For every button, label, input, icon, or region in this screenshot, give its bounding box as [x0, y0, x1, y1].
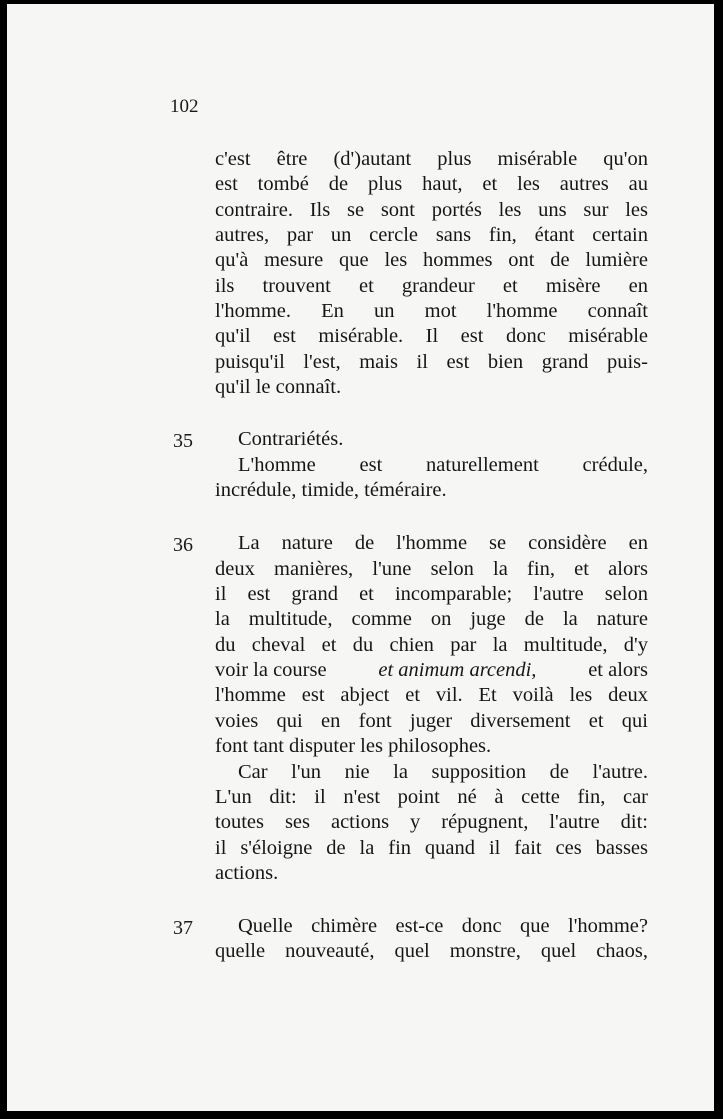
fragment-number-35: 35 — [173, 430, 193, 452]
text-line: la multitude, comme on juge de la nature — [215, 608, 648, 630]
text-line: deux manières, l'une selon la fin, et alors — [215, 558, 648, 580]
text-line: du cheval et du chien par la multitude, d'y — [215, 634, 648, 656]
text-line: incrédule, timide, téméraire. — [215, 479, 447, 501]
text-line: l'homme est abject et vil. Et voilà les deux — [215, 684, 648, 706]
text-line: il est grand et incomparable; l'autre selon — [215, 583, 648, 605]
fragment-number-36: 36 — [173, 534, 193, 556]
text-line: il s'éloigne de la fin quand il fait ces basses — [215, 837, 648, 859]
text-line: voies qui en font juger diversement et qui — [215, 710, 648, 732]
text-line: autres, par un cercle sans fin, étant certain — [215, 224, 648, 246]
text-line: L'homme est naturellement crédule, — [238, 454, 648, 476]
page-number: 102 — [170, 96, 199, 117]
text-line: contraire. Ils se sont portés les uns sur les — [215, 199, 648, 221]
text-line: Car l'un nie la supposition de l'autre. — [238, 761, 648, 783]
text-line: quelle nouveauté, quel monstre, quel chaos, — [215, 940, 648, 962]
text-line: qu'il est misérable. Il est donc misérable — [215, 325, 648, 347]
text-line: actions. — [215, 862, 279, 884]
text-line: ils trouvent et grandeur et misère en — [215, 275, 648, 297]
text-segment: voir la course — [215, 659, 327, 681]
text-line: toutes ses actions y répugnent, l'autre dit: — [215, 811, 648, 833]
fragment-number-37: 37 — [173, 917, 193, 939]
text-line: Quelle chimère est-ce donc que l'homme? — [238, 915, 648, 937]
text-line: c'est être (d')autant plus misérable qu'on — [215, 148, 648, 170]
text-line: L'un dit: il n'est point né à cette fin, car — [215, 786, 648, 808]
text-line: font tant disputer les philosophes. — [215, 735, 492, 757]
text-line: est tombé de plus haut, et les autres au — [215, 173, 648, 195]
text-line: La nature de l'homme se considère en — [238, 532, 648, 554]
text-line: qu'il le connaît. — [215, 376, 342, 398]
text-line: l'homme. En un mot l'homme connaît — [215, 300, 648, 322]
text-segment: et alors — [588, 659, 648, 681]
text-line: Contrariétés. — [238, 428, 344, 450]
text-line: puisqu'il l'est, mais il est bien grand puis- — [215, 351, 648, 373]
book-page — [7, 4, 714, 1111]
text-line-with-italic — [215, 658, 648, 683]
italic-latin-phrase: et animum arcendi, — [378, 659, 537, 681]
text-line: qu'à mesure que les hommes ont de lumière — [215, 249, 648, 271]
